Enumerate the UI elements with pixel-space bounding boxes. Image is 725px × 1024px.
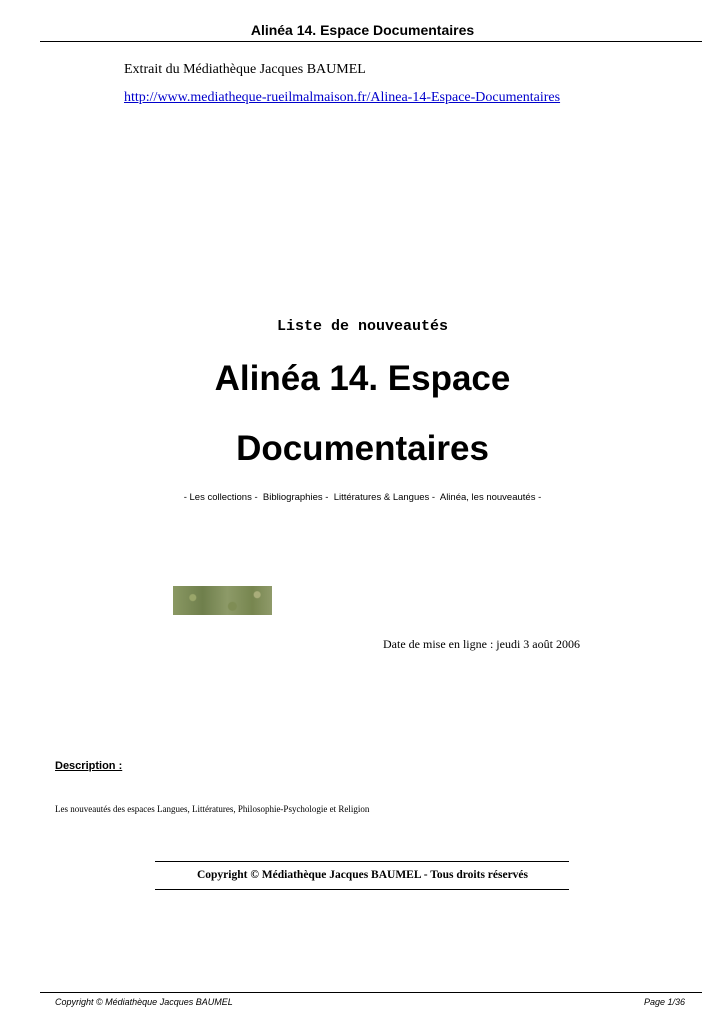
article-title-line-1: Alinéa 14. Espace bbox=[214, 359, 511, 398]
page-header-title: Alinéa 14. Espace Documentaires bbox=[250, 22, 475, 38]
header-divider bbox=[40, 41, 702, 42]
copyright-top-divider bbox=[155, 861, 569, 862]
breadcrumb-item-bibliographies[interactable]: Bibliographies - bbox=[262, 492, 329, 503]
copyright-bottom-divider bbox=[155, 889, 569, 890]
footer-copyright: Copyright © Médiathèque Jacques BAUMEL bbox=[55, 997, 233, 1007]
extract-source-text: Extrait du Médiathèque Jacques BAUMEL bbox=[124, 62, 366, 77]
article-thumbnail-image bbox=[173, 586, 272, 615]
article-title-line-2: Documentaires bbox=[236, 429, 489, 468]
footer-divider bbox=[40, 992, 702, 993]
breadcrumb-item-collections[interactable]: - Les collections - bbox=[183, 492, 258, 503]
breadcrumb-item-litteratures[interactable]: Littératures & Langues - bbox=[333, 492, 436, 503]
source-url-link[interactable]: http://www.mediatheque-rueilmalmaison.fr/Alinea-14-Espace-Documentaires bbox=[124, 90, 561, 105]
article-title bbox=[0, 352, 725, 476]
breadcrumb bbox=[0, 492, 725, 503]
article-kicker: Liste de nouveautés bbox=[276, 318, 449, 335]
description-text: Les nouveautés des espaces Langues, Littératures, Philosophie-Psychologie et Religion bbox=[55, 804, 370, 814]
description-label: Description : bbox=[55, 760, 123, 772]
breadcrumb-item-nouveautes[interactable]: Alinéa, les nouveautés - bbox=[439, 492, 542, 503]
footer-page-number: Page 1/36 bbox=[643, 997, 685, 1007]
publication-date: Date de mise en ligne : jeudi 3 août 2006 bbox=[383, 637, 580, 651]
copyright-notice: Copyright © Médiathèque Jacques BAUMEL - Tous droits réservés bbox=[196, 869, 529, 881]
